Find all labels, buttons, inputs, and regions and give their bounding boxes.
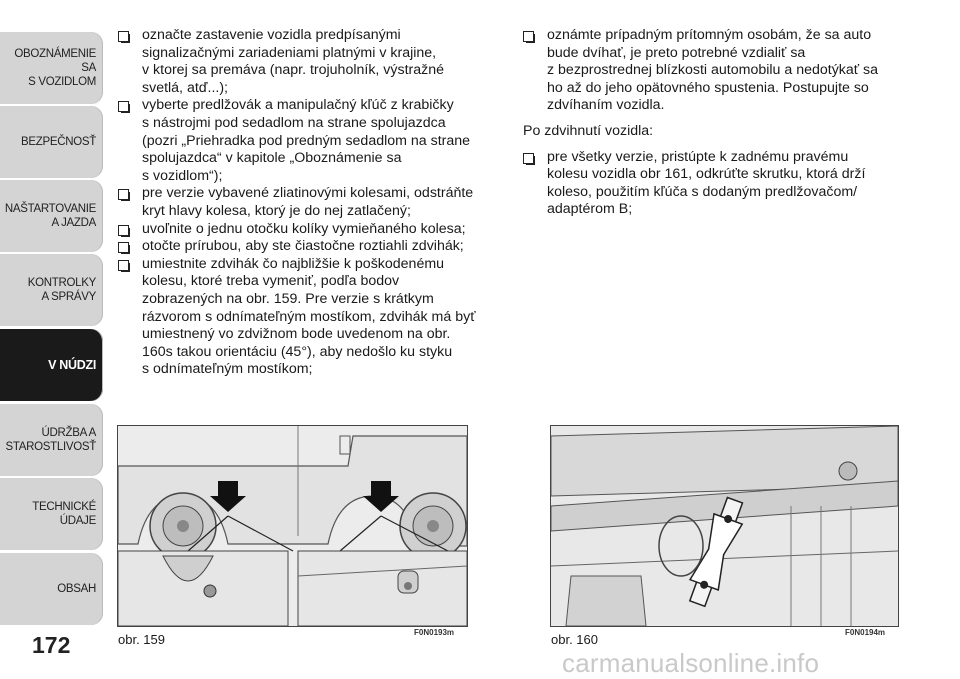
figure-jack-points bbox=[117, 425, 468, 627]
list-item bbox=[523, 149, 918, 219]
list-item bbox=[118, 256, 506, 379]
sidebar-item-label: OBOZNÁMENIE SA S VOZIDLOM bbox=[14, 48, 96, 88]
list-item bbox=[118, 97, 506, 185]
checkbox-bullet-icon bbox=[523, 31, 537, 41]
sidebar-item-obsah[interactable] bbox=[0, 553, 103, 625]
van-jacking-points-illustration bbox=[118, 426, 467, 626]
sidebar-item-label: ÚDRŽBA A STAROSTLIVOSŤ bbox=[5, 427, 96, 453]
sidebar-item-nastartovanie[interactable] bbox=[0, 180, 103, 252]
sidebar-item-label: OBSAH bbox=[57, 583, 96, 595]
right-column bbox=[523, 27, 918, 219]
list-item-text: umiestnite zdvihák čo najbližšie k poškodenému kolesu, ktoré treba vymeniť, podľa bodov zobrazených na obr. 159. Pre verzie s krátkym rázvorom s odnímateľným mostíkom, zdvihák má byť umiestnený vo zdvižnom bode uvedenom na obr. 160s takou orientáciu (45°), aby nedošlo ku styku s odnímateľným mostíkom; bbox=[142, 255, 476, 378]
list-item bbox=[118, 221, 506, 239]
sidebar-item-label: TECHNICKÉ ÚDAJE bbox=[32, 501, 96, 527]
jack-under-vehicle-illustration bbox=[551, 426, 898, 626]
sidebar-item-bezpecnost[interactable] bbox=[0, 106, 103, 178]
paragraph: Po zdvihnutí vozidla: bbox=[523, 122, 654, 139]
left-column bbox=[118, 27, 506, 379]
figure-jack-placement bbox=[550, 425, 899, 627]
list-item-text: uvoľnite o jednu otočku kolíky vymieňaného kolesa; bbox=[142, 220, 466, 237]
checkbox-bullet-icon bbox=[523, 153, 537, 163]
checkbox-bullet-icon bbox=[118, 242, 132, 252]
list-item-text: označte zastavenie vozidla predpísanými signalizačnými zariadeniami platnými v krajine, v ktorej sa premáva (napr. trojuholník, výstražné svetlá, atď...); bbox=[142, 27, 445, 96]
sidebar-item-label: BEZPEČNOSŤ bbox=[21, 136, 96, 148]
list-item bbox=[523, 27, 918, 115]
list-item-text: pre všetky verzie, pristúpte k zadnému pravému kolesu vozidla obr 161, odkrúťte skrutku, ktorá drží koleso, použitím kľúča s dodaným predlžovačom/ adaptérom B; bbox=[547, 148, 866, 218]
list-item-text: oznámte prípadným prítomným osobám, že sa auto bude dvíhať, je preto potrebné vzdialiť sa z bezprostrednej blízkosti automobilu a nedotýkať sa ho až do jeho opätovného spustenia. Postupujte so zdvíhaním vozidla. bbox=[547, 27, 879, 114]
watermark: carmanualsonline.info bbox=[562, 648, 820, 678]
list-item-text: otočte prírubou, aby ste čiastočne roztiahli zdvihák; bbox=[142, 238, 464, 255]
figure-code: F0N0194m bbox=[845, 628, 886, 637]
list-item bbox=[118, 238, 506, 256]
sidebar-item-oboznamenie[interactable] bbox=[0, 32, 103, 104]
list-item bbox=[118, 185, 506, 220]
checkbox-bullet-icon bbox=[118, 31, 132, 41]
figure-caption: obr. 159 bbox=[118, 632, 165, 647]
sidebar-item-v-nudzi[interactable] bbox=[0, 329, 103, 401]
sidebar-item-kontrolky[interactable] bbox=[0, 254, 103, 326]
sidebar-item-label: KONTROLKY A SPRÁVY bbox=[27, 277, 96, 303]
sidebar-item-udrzba[interactable] bbox=[0, 404, 103, 476]
list-item bbox=[118, 27, 506, 97]
sidebar-item-label: NAŠTARTOVANIE A JAZDA bbox=[4, 203, 96, 229]
list-item-text: pre verzie vybavené zliatinovými kolesami, odstráňte kryt hlavy kolesa, ktorý je do nej zatlačený; bbox=[142, 185, 474, 219]
list-item-text: vyberte predlžovák a manipulačný kľúč z krabičky s nástrojmi pod sedadlom na strane spolujazdca (pozri „Priehradka pod predným sedadlom na strane spolujazdca“ v kapitole „Oboznámenie sa s vozidlom“); bbox=[142, 97, 471, 184]
figure-code: F0N0193m bbox=[414, 628, 455, 637]
sidebar-item-label: V NÚDZI bbox=[48, 358, 96, 372]
checkbox-bullet-icon bbox=[118, 225, 132, 235]
sidebar-item-technicke[interactable] bbox=[0, 478, 103, 550]
checkbox-bullet-icon bbox=[118, 260, 132, 270]
checkbox-bullet-icon bbox=[118, 189, 132, 199]
figure-caption: obr. 160 bbox=[551, 632, 598, 647]
checkbox-bullet-icon bbox=[118, 101, 132, 111]
page-number: 172 bbox=[32, 632, 71, 658]
